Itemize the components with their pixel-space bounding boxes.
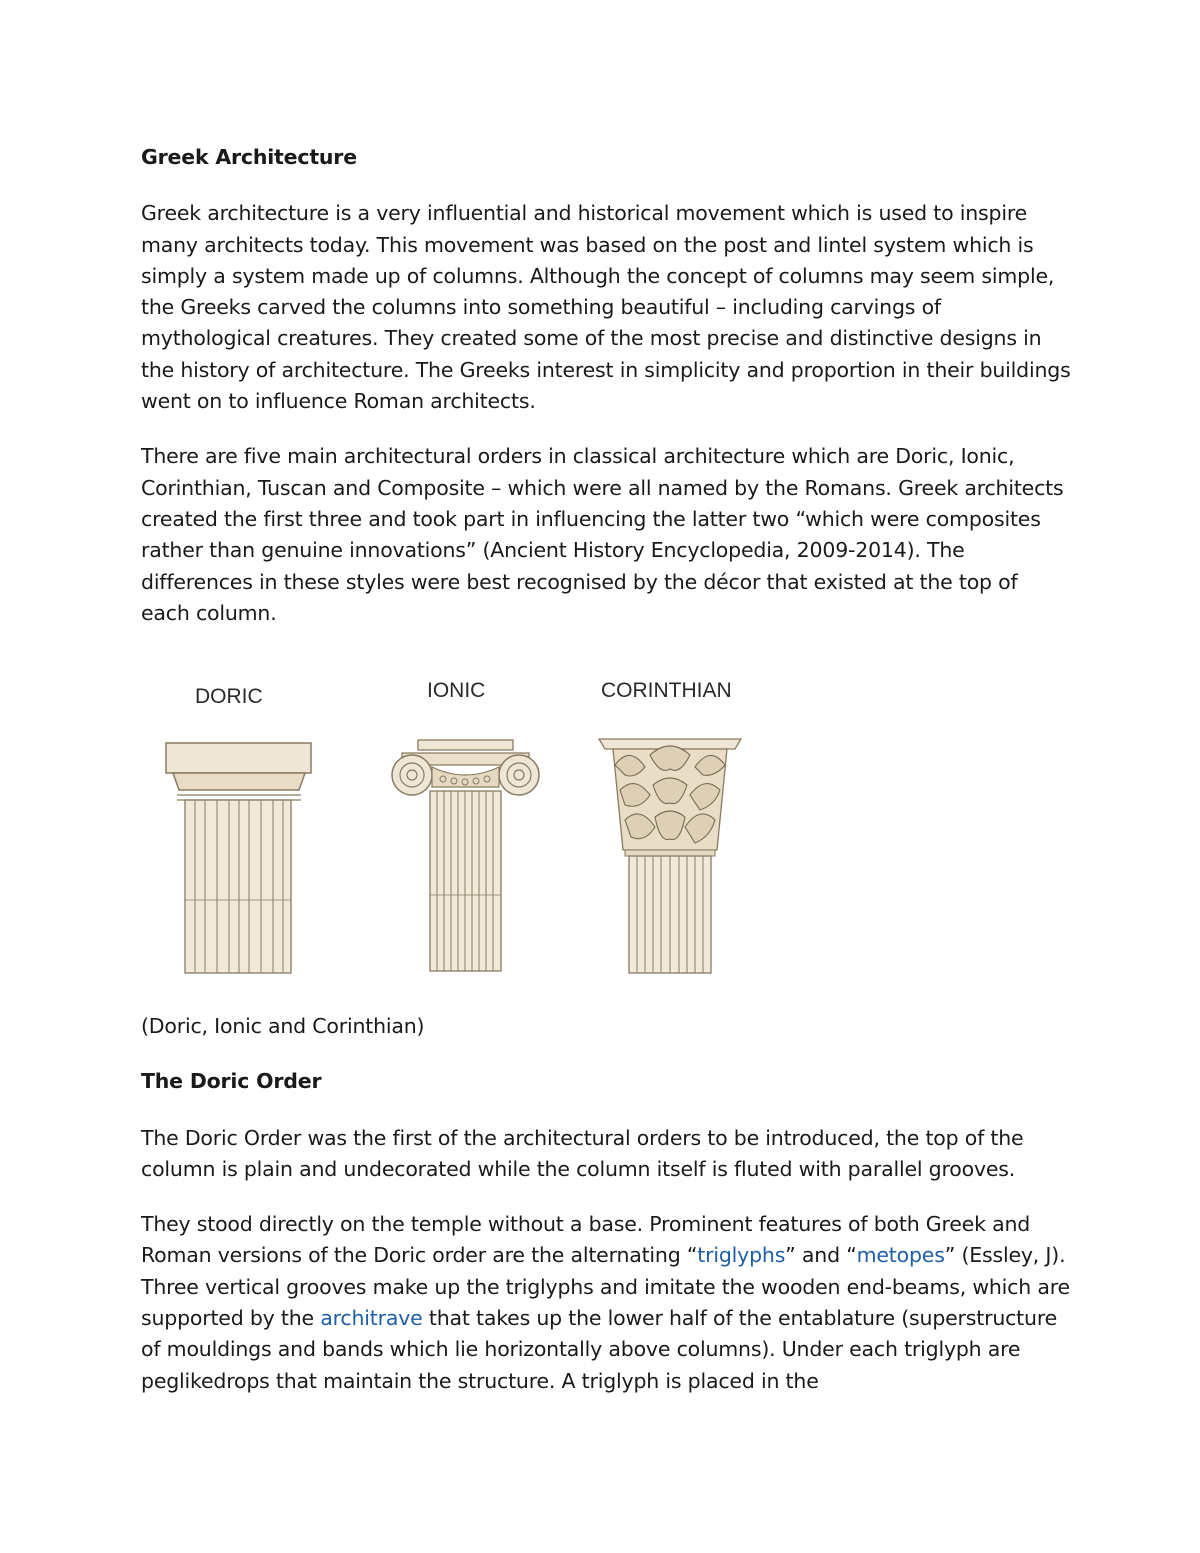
- doric-paragraph-2: [141, 1209, 1071, 1397]
- doric-section: [141, 1011, 1071, 1397]
- orders-paragraph: There are five main architectural orders in classical architecture which are Doric, Ionic, Corinthian, Tuscan and Composite – which were all named by the Romans. Greek architects created the first three and took part in influencing the latter two “which were composites rather than genuine innovations” (Ancient History Encyclopedia, 2009-2014). The differences in these styles were best recognised by the décor that existed at the top of each column.: [141, 444, 1064, 625]
- page-title: Greek Architecture: [141, 145, 357, 169]
- doric-heading: The Doric Order: [141, 1069, 322, 1094]
- corinthian-label: CORINTHIAN: [601, 679, 732, 702]
- doric-label: DORIC: [195, 685, 263, 708]
- intro-section: [141, 142, 1071, 629]
- doric-p2-text-1: They stood directly on the temple without a base. Prominent features of both Greek and Roman versions of the Doric order are the alternating “: [141, 1212, 1031, 1268]
- metopes-link[interactable]: metopes: [856, 1243, 945, 1268]
- architrave-link[interactable]: architrave: [320, 1306, 423, 1331]
- doric-p2-text-3: ” (Essley, J). Three vertical grooves make up the triglyphs and imitate the wooden end-beams, which are supported by the: [141, 1243, 1070, 1331]
- doric-paragraph-1: The Doric Order was the first of the architectural orders to be introduced, the top of the column is plain and undecorated while the column itself is fluted with parallel grooves.: [141, 1125, 1024, 1181]
- triglyphs-link[interactable]: triglyphs: [697, 1243, 786, 1268]
- ionic-column-image: [388, 735, 543, 973]
- corinthian-column-image: [595, 735, 745, 975]
- doric-p2-text-4: that takes up the lower half of the entablature (superstructure of mouldings and bands which lie horizontally above columns). Under each triglyph are peglikedrops that maintain the structure. A triglyph is placed in the: [141, 1306, 1058, 1393]
- ionic-label: IONIC: [427, 679, 486, 702]
- figure-caption: (Doric, Ionic and Corinthian): [141, 1014, 425, 1038]
- doric-column-image: [165, 740, 313, 975]
- intro-paragraph: Greek architecture is a very influential and historical movement which is used to inspire many architects today. This movement was based on the post and lintel system which is simply a system made up of columns. Although the concept of columns may seem simple, the Greeks carved the columns into something beautiful – including carvings of mythological creatures. They created some of the most precise and distinctive designs in the history of architecture. The Greeks interest in simplicity and proportion in their buildings went on to influence Roman architects.: [141, 201, 1071, 414]
- doric-p2-text-2: ” and “: [785, 1243, 857, 1268]
